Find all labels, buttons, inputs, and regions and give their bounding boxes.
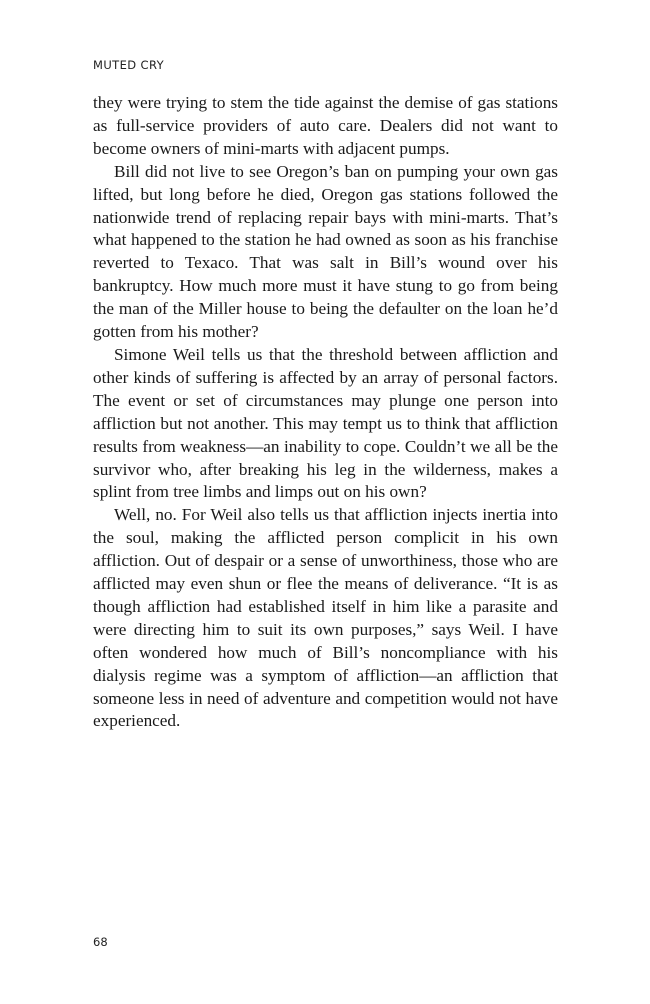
paragraph: Simone Weil tells us that the threshold between affliction and other kinds of suffering is affected by an array of personal factors. The event or set of circumstances may plunge one person into affliction but not another. This may tempt us to think that affliction results from weakness—an inability to cope. Couldn’t we all be the survivor who, after breaking his leg in the wilderness, makes a splint from tree limbs and limps out on his own?: [93, 344, 558, 502]
paragraph: Well, no. For Weil also tells us that affliction injects inertia into the soul, making the afflicted person complicit in his own affliction. Out of despair or a sense of unworthiness, those who are afflicted may even shun or flee the means of deliverance. “It is as though affliction had established itself in him like a parasite and were directing him to suit its own purposes,” says Weil. I have often wondered how much of Bill’s noncompliance with his dialysis regime was a symptom of affliction—an affliction that someone less in need of adventure and competition would not have experienced.: [93, 505, 558, 731]
paragraph: Bill did not live to see Oregon’s ban on pumping your own gas lifted, but long before he died, Oregon gas stations followed the nationwide trend of replacing repair bays with mini-marts. That’s what happened to the station he had owned as soon as his franchise reverted to Texaco. That was salt in Bill’s wound over his bankruptcy. How much more must it have stung to go from being the man of the Miller house to being the defaulter on the loan he’d gotten from his mother?: [93, 161, 558, 342]
page-number: 68: [93, 935, 108, 949]
running-head: MUTED CRY: [93, 58, 165, 72]
paragraph-continuation: they were trying to stem the tide against the demise of gas stations as full-service providers of auto care. Dealers did not want to become owners of mini-marts with adjacent pumps.: [93, 93, 558, 158]
body-text: [93, 92, 558, 733]
